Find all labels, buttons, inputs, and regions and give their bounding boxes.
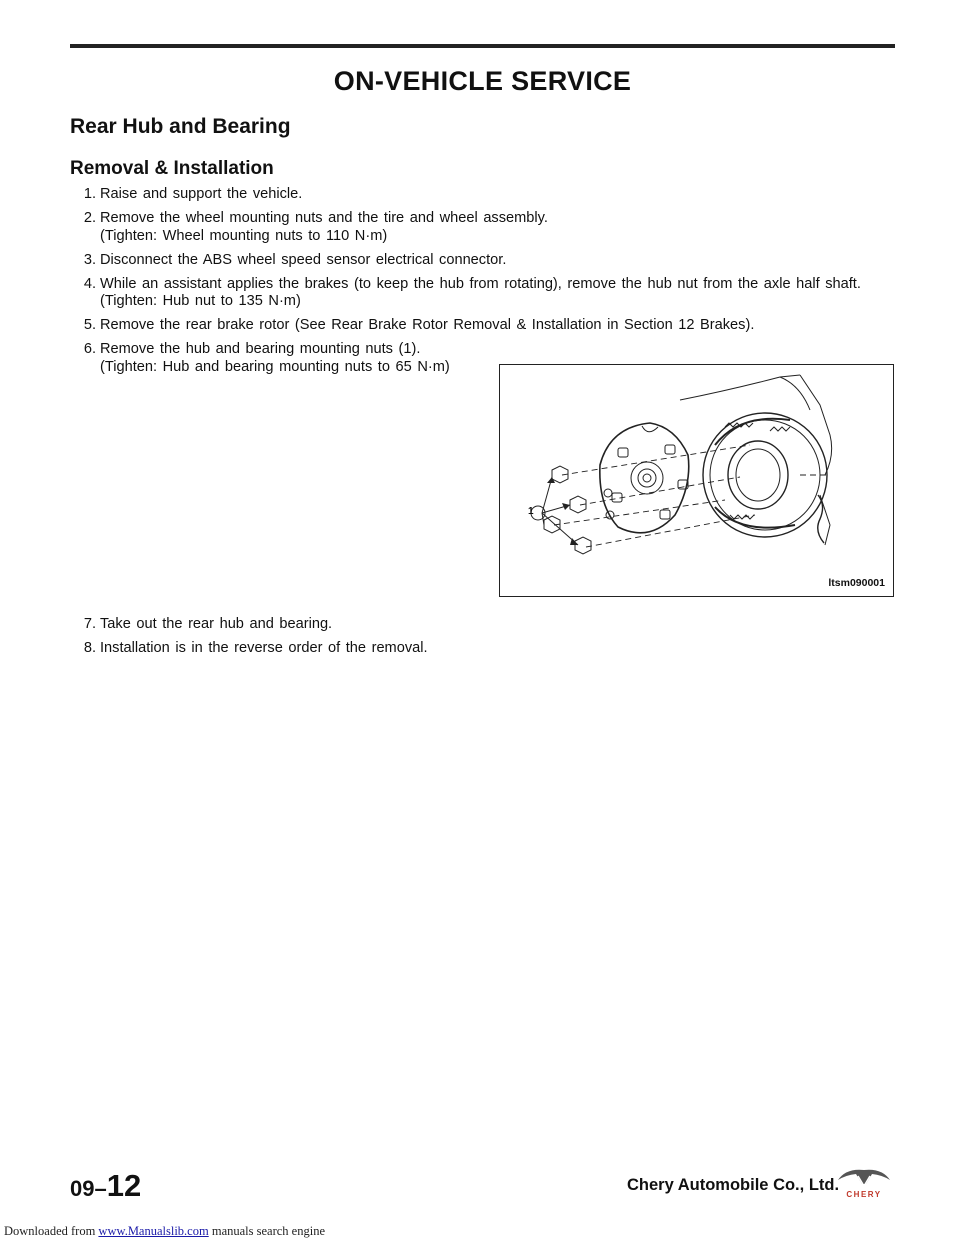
- step-text: Disconnect the ABS wheel speed sensor electrical connector.: [100, 251, 507, 268]
- chery-logo-icon: [832, 1166, 896, 1200]
- procedure-steps-continued: [70, 616, 896, 664]
- step-text: Remove the wheel mounting nuts and the tire and wheel assembly.: [100, 210, 548, 226]
- manualslib-link[interactable]: www.Manualslib.com: [98, 1224, 209, 1238]
- step-8: [70, 640, 896, 658]
- download-footer: [4, 1224, 325, 1239]
- svg-text:CHERY: CHERY: [846, 1190, 882, 1199]
- section-title: Rear Hub and Bearing: [70, 115, 291, 138]
- step-5: [70, 317, 896, 335]
- torque-note: (Tighten: Wheel mounting nuts to 110 N·m): [100, 227, 388, 244]
- step-number: 2.: [83, 210, 96, 226]
- step-number: 1.: [83, 186, 96, 202]
- torque-note: (Tighten: Hub and bearing mounting nuts to 65 N·m): [100, 358, 450, 375]
- step-text: While an assistant applies the brakes (to keep the hub from rotating), remove the hub nut from the axle half shaft.: [100, 275, 861, 292]
- company-name: Chery Automobile Co., Ltd.: [627, 1176, 840, 1194]
- step-text: Raise and support the vehicle.: [100, 186, 303, 202]
- page-number: [70, 1168, 141, 1204]
- page-title: ON-VEHICLE SERVICE: [333, 66, 632, 96]
- step-text: Remove the rear brake rotor (See Rear Brake Rotor Removal & Installation in Section 12 Brakes).: [100, 317, 755, 333]
- step-number: 7.: [83, 616, 96, 632]
- hub-bearing-illustration: [499, 364, 894, 597]
- step-text: Installation is in the reverse order of the removal.: [100, 640, 428, 656]
- download-suffix: manuals search engine: [211, 1224, 325, 1238]
- download-prefix: Downloaded from: [4, 1224, 96, 1238]
- section-number: 09–: [70, 1176, 107, 1201]
- top-rule: [70, 44, 895, 48]
- step-3: [70, 252, 896, 270]
- step-text: Remove the hub and bearing mounting nuts (1).: [100, 341, 421, 357]
- procedure-steps: [70, 186, 896, 383]
- torque-note: (Tighten: Hub nut to 135 N·m): [100, 293, 301, 309]
- step-2: [70, 210, 896, 245]
- step-4: [70, 276, 896, 311]
- callout-label: 1: [528, 506, 534, 517]
- step-number: 8.: [83, 640, 96, 656]
- hub-bearing-drawing: [500, 365, 892, 595]
- step-number: 5.: [83, 317, 96, 333]
- step-6: [70, 341, 465, 376]
- figure-id: ltsm090001: [828, 577, 885, 589]
- step-number: 4.: [83, 275, 96, 292]
- page-number-value: 12: [106, 1168, 142, 1203]
- step-text: Take out the rear hub and bearing.: [100, 616, 333, 632]
- sub-title: Removal & Installation: [70, 158, 274, 179]
- step-number: 6.: [83, 341, 96, 357]
- step-1: [70, 186, 896, 204]
- step-7: [70, 616, 896, 634]
- step-number: 3.: [83, 251, 96, 268]
